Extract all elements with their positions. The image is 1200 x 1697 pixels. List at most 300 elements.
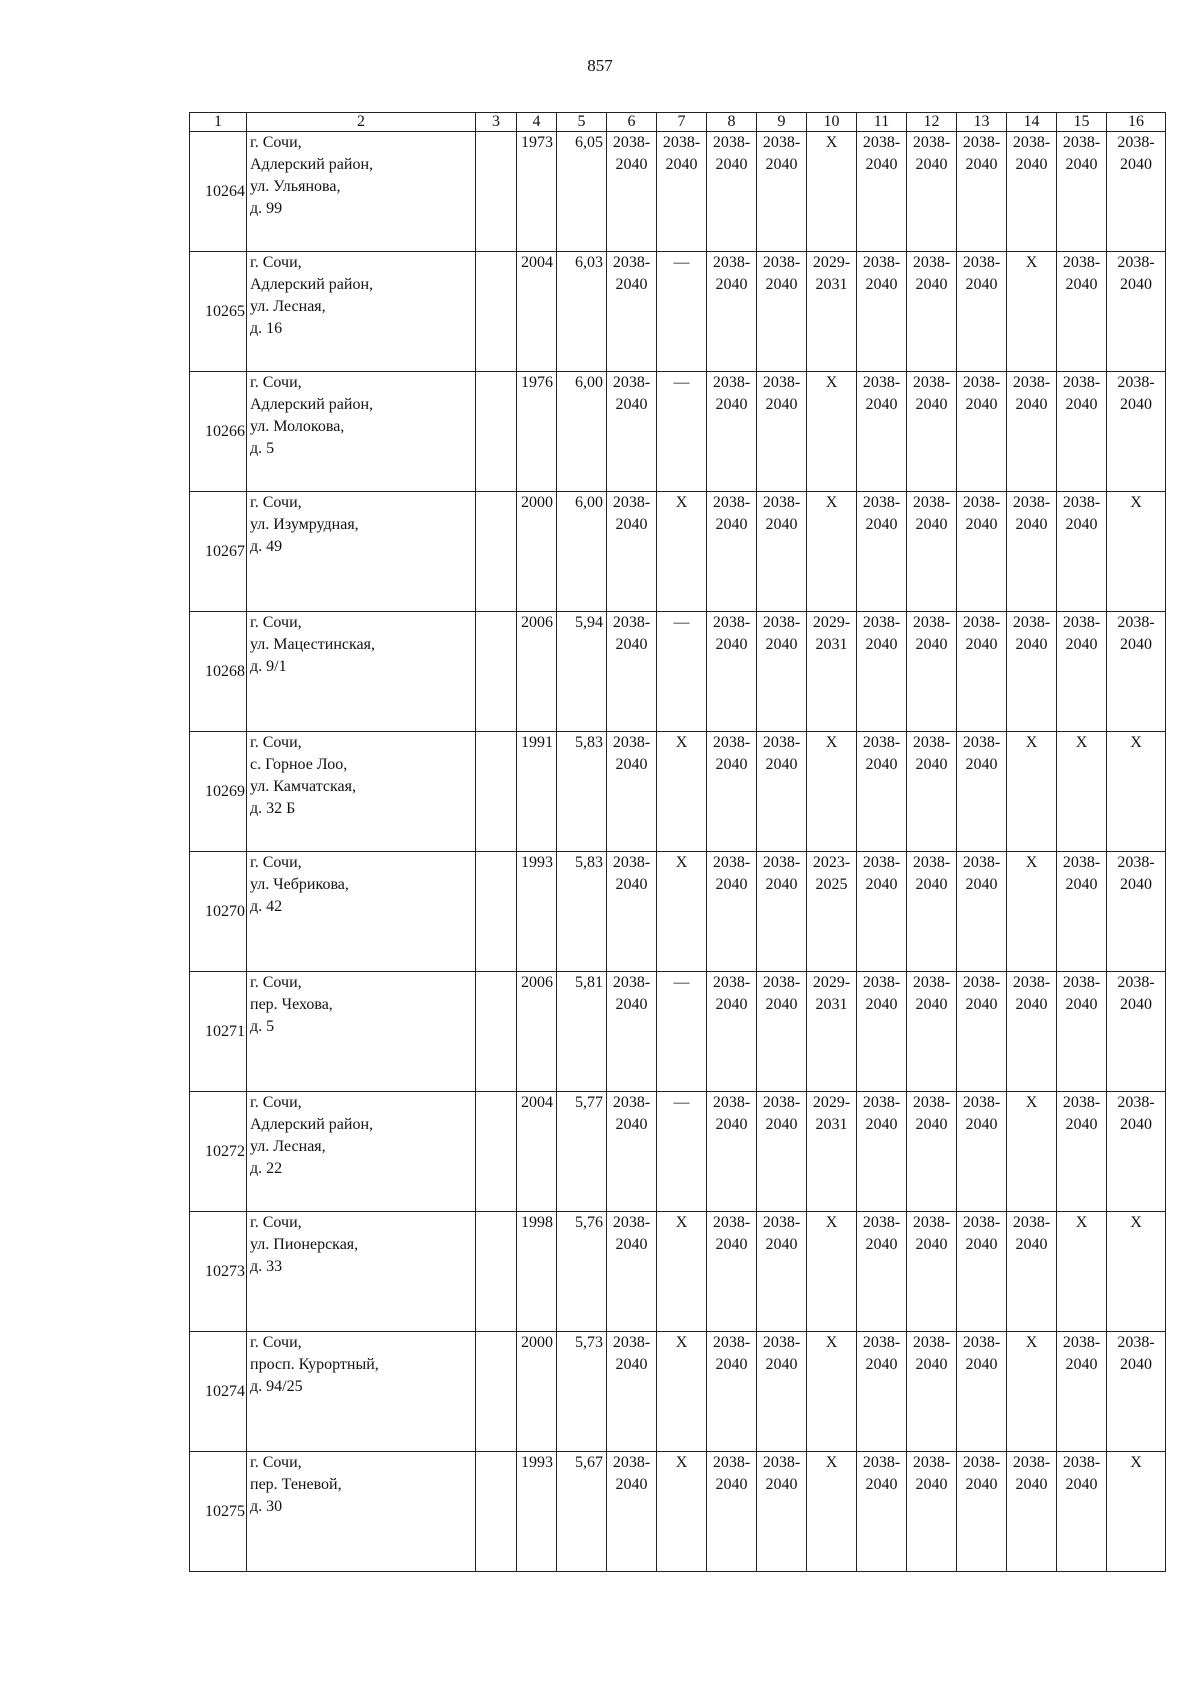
address-cell bbox=[247, 1332, 476, 1452]
period-cell bbox=[607, 1452, 657, 1572]
address-line: г. Сочи, bbox=[250, 254, 302, 271]
period-line: 2040 bbox=[865, 156, 898, 173]
period-cell bbox=[657, 732, 707, 852]
period-cell bbox=[907, 132, 957, 252]
address-cell bbox=[247, 132, 476, 252]
address-line: пер. Теневой, bbox=[250, 1476, 342, 1493]
period-cell bbox=[757, 1092, 807, 1212]
period-cell bbox=[1107, 252, 1166, 372]
period-cell bbox=[807, 252, 857, 372]
period-cell bbox=[807, 612, 857, 732]
period-line: X bbox=[1025, 1094, 1038, 1111]
period-cell bbox=[1057, 132, 1107, 252]
period-line: 2040 bbox=[1120, 396, 1152, 413]
table-body bbox=[190, 113, 1166, 1572]
period-cell bbox=[1107, 1212, 1166, 1332]
period-cell bbox=[757, 1212, 807, 1332]
period-line: 2029- bbox=[812, 254, 851, 271]
period-cell bbox=[657, 972, 707, 1092]
period-line: 2038- bbox=[762, 254, 801, 271]
period-line: 2038- bbox=[1062, 134, 1101, 151]
period-cell bbox=[1057, 1092, 1107, 1212]
period-cell bbox=[757, 1332, 807, 1452]
period-line: 2040 bbox=[1120, 1356, 1152, 1373]
period-line: 2040 bbox=[715, 516, 748, 533]
period-cell bbox=[807, 372, 857, 492]
period-line: 2040 bbox=[615, 396, 648, 413]
period-line: 2038- bbox=[862, 494, 901, 511]
period-line: X bbox=[825, 134, 838, 151]
period-cell bbox=[657, 852, 707, 972]
address-line: г. Сочи, bbox=[250, 374, 302, 391]
period-cell bbox=[1007, 372, 1057, 492]
period-line: — bbox=[673, 974, 690, 991]
period-line: 2040 bbox=[915, 1476, 948, 1493]
period-line: 2038- bbox=[862, 134, 901, 151]
period-cell bbox=[607, 852, 657, 972]
period-line: 2040 bbox=[765, 516, 798, 533]
period-line: 2031 bbox=[815, 276, 848, 293]
period-line: 2038- bbox=[712, 374, 751, 391]
period-cell bbox=[807, 1452, 857, 1572]
period-line: 2038- bbox=[962, 494, 1001, 511]
period-line: 2038- bbox=[862, 1454, 901, 1471]
period-line: 2040 bbox=[765, 396, 798, 413]
record-id: 10268 bbox=[190, 612, 247, 732]
period-cell bbox=[1107, 1092, 1166, 1212]
address-line: г. Сочи, bbox=[250, 1334, 302, 1351]
period-line: 2040 bbox=[865, 1116, 898, 1133]
period-line: 2038- bbox=[662, 134, 701, 151]
period-line: X bbox=[825, 1334, 838, 1351]
period-cell bbox=[1057, 1332, 1107, 1452]
period-line: 2040 bbox=[615, 1236, 648, 1253]
record-id: 10271 bbox=[190, 972, 247, 1092]
table-row bbox=[190, 852, 1166, 972]
period-line: 2040 bbox=[715, 156, 748, 173]
period-line: 2040 bbox=[1120, 876, 1152, 893]
register-table bbox=[189, 112, 1166, 1572]
period-line: 2038- bbox=[1012, 134, 1051, 151]
period-line: 2040 bbox=[965, 1356, 998, 1373]
period-line: 2038- bbox=[912, 134, 951, 151]
column-3-cell bbox=[476, 732, 517, 852]
period-cell bbox=[707, 732, 757, 852]
value-cell: 5,76 bbox=[557, 1212, 607, 1332]
period-line: 2038- bbox=[762, 134, 801, 151]
period-line: 2038- bbox=[962, 974, 1001, 991]
period-line: 2040 bbox=[965, 636, 998, 653]
period-line: 2038- bbox=[962, 854, 1001, 871]
period-cell bbox=[1007, 492, 1057, 612]
address-line: г. Сочи, bbox=[250, 134, 302, 151]
period-cell bbox=[1107, 612, 1166, 732]
period-line: 2038- bbox=[762, 374, 801, 391]
period-cell bbox=[807, 732, 857, 852]
column-3-cell bbox=[476, 252, 517, 372]
period-cell bbox=[907, 252, 957, 372]
address-line: г. Сочи, bbox=[250, 734, 302, 751]
period-cell bbox=[1007, 252, 1057, 372]
address-cell bbox=[247, 252, 476, 372]
period-line: 2038- bbox=[862, 374, 901, 391]
period-line: 2038- bbox=[912, 854, 951, 871]
period-line: 2038- bbox=[1117, 254, 1155, 271]
period-cell bbox=[1007, 1212, 1057, 1332]
period-line: 2038- bbox=[962, 1214, 1001, 1231]
address-line: пер. Чехова, bbox=[250, 996, 333, 1013]
period-cell bbox=[707, 1452, 757, 1572]
period-line: — bbox=[673, 1094, 690, 1111]
period-line: 2038- bbox=[1062, 254, 1101, 271]
page-number: 857 bbox=[587, 56, 613, 75]
period-cell bbox=[807, 1212, 857, 1332]
period-line: 2040 bbox=[715, 636, 748, 653]
address-line: д. 33 bbox=[250, 1258, 283, 1275]
year-cell: 1991 bbox=[517, 732, 557, 852]
period-line: 2040 bbox=[1015, 1476, 1048, 1493]
period-line: 2040 bbox=[965, 156, 998, 173]
address-cell bbox=[247, 372, 476, 492]
period-line: 2038- bbox=[612, 1094, 651, 1111]
record-id: 10273 bbox=[190, 1212, 247, 1332]
period-line: 2040 bbox=[1120, 996, 1152, 1013]
period-line: 2040 bbox=[865, 396, 898, 413]
address-cell bbox=[247, 852, 476, 972]
period-line: 2040 bbox=[915, 156, 948, 173]
period-cell bbox=[907, 1212, 957, 1332]
value-cell: 6,00 bbox=[557, 372, 607, 492]
address-line: д. 5 bbox=[250, 1018, 275, 1035]
period-line: X bbox=[675, 494, 688, 511]
period-cell bbox=[607, 132, 657, 252]
year-cell: 1973 bbox=[517, 132, 557, 252]
year-cell: 1993 bbox=[517, 1452, 557, 1572]
period-cell bbox=[807, 1332, 857, 1452]
period-cell bbox=[757, 492, 807, 612]
period-cell bbox=[607, 972, 657, 1092]
address-line: д. 94/25 bbox=[250, 1378, 303, 1395]
period-line: 2038- bbox=[612, 614, 651, 631]
period-line: 2038- bbox=[862, 614, 901, 631]
period-cell bbox=[707, 372, 757, 492]
record-id: 10270 bbox=[190, 852, 247, 972]
period-cell bbox=[807, 852, 857, 972]
period-line: X bbox=[675, 854, 688, 871]
period-line: 2040 bbox=[965, 516, 998, 533]
period-cell bbox=[607, 1332, 657, 1452]
period-line: 2040 bbox=[915, 756, 948, 773]
period-line: 2038- bbox=[762, 1214, 801, 1231]
period-cell bbox=[757, 372, 807, 492]
period-line: 2038- bbox=[862, 734, 901, 751]
period-cell bbox=[957, 1092, 1007, 1212]
period-line: 2038- bbox=[612, 254, 651, 271]
address-line: д. 16 bbox=[250, 320, 283, 337]
period-cell bbox=[1107, 132, 1166, 252]
period-cell bbox=[857, 1092, 907, 1212]
period-line: 2040 bbox=[765, 1356, 798, 1373]
period-line: 2040 bbox=[715, 276, 748, 293]
period-line: 2038- bbox=[1062, 854, 1101, 871]
period-line: X bbox=[1130, 1214, 1142, 1231]
column-3-cell bbox=[476, 1212, 517, 1332]
period-line: 2038- bbox=[912, 614, 951, 631]
table-row bbox=[190, 732, 1166, 852]
period-line: 2038- bbox=[962, 374, 1001, 391]
period-line: 2040 bbox=[615, 156, 648, 173]
period-cell bbox=[907, 732, 957, 852]
period-line: X bbox=[1025, 734, 1038, 751]
value-cell: 5,67 bbox=[557, 1452, 607, 1572]
period-line: 2038- bbox=[1012, 1454, 1051, 1471]
period-cell bbox=[1057, 1212, 1107, 1332]
period-line: 2040 bbox=[915, 996, 948, 1013]
period-cell bbox=[707, 492, 757, 612]
period-line: 2038- bbox=[962, 1454, 1001, 1471]
period-line: 2040 bbox=[765, 1476, 798, 1493]
year-cell: 1976 bbox=[517, 372, 557, 492]
address-cell bbox=[247, 492, 476, 612]
period-line: 2040 bbox=[765, 156, 798, 173]
period-cell bbox=[907, 1092, 957, 1212]
period-line: 2038- bbox=[1062, 1094, 1101, 1111]
column-3-cell bbox=[476, 1092, 517, 1212]
period-cell bbox=[1057, 732, 1107, 852]
period-line: 2038- bbox=[712, 494, 751, 511]
period-cell bbox=[957, 1332, 1007, 1452]
period-line: 2038- bbox=[962, 134, 1001, 151]
period-line: X bbox=[825, 1214, 838, 1231]
period-line: 2040 bbox=[765, 996, 798, 1013]
period-line: 2040 bbox=[965, 876, 998, 893]
period-line: 2040 bbox=[915, 1116, 948, 1133]
period-line: 2040 bbox=[615, 636, 648, 653]
period-cell bbox=[757, 612, 807, 732]
period-cell bbox=[657, 372, 707, 492]
period-line: 2038- bbox=[1062, 974, 1101, 991]
period-line: 2040 bbox=[915, 1236, 948, 1253]
period-cell bbox=[1007, 1092, 1057, 1212]
period-line: 2038- bbox=[1062, 374, 1101, 391]
period-cell bbox=[1007, 852, 1057, 972]
period-cell bbox=[857, 132, 907, 252]
period-line: 2031 bbox=[815, 996, 848, 1013]
period-cell bbox=[907, 1332, 957, 1452]
period-line: 2038- bbox=[962, 254, 1001, 271]
record-id: 10274 bbox=[190, 1332, 247, 1452]
address-line: ул. Лесная, bbox=[250, 298, 326, 315]
period-line: 2038- bbox=[912, 734, 951, 751]
column-header: 2 bbox=[247, 113, 476, 132]
period-line: 2038- bbox=[962, 734, 1001, 751]
period-line: 2038- bbox=[912, 254, 951, 271]
address-cell bbox=[247, 1212, 476, 1332]
period-line: 2038- bbox=[962, 614, 1001, 631]
period-line: 2040 bbox=[915, 1356, 948, 1373]
period-cell bbox=[757, 252, 807, 372]
period-line: 2040 bbox=[1015, 996, 1048, 1013]
period-line: X bbox=[825, 374, 838, 391]
column-3-cell bbox=[476, 372, 517, 492]
period-line: 2040 bbox=[665, 156, 698, 173]
period-cell bbox=[1057, 372, 1107, 492]
address-line: г. Сочи, bbox=[250, 854, 302, 871]
period-line: 2040 bbox=[1015, 156, 1048, 173]
period-line: 2038- bbox=[1117, 1334, 1155, 1351]
period-cell bbox=[657, 1332, 707, 1452]
period-line: 2038- bbox=[612, 734, 651, 751]
column-header: 16 bbox=[1107, 113, 1166, 132]
period-cell bbox=[957, 492, 1007, 612]
period-line: 2038- bbox=[712, 1454, 751, 1471]
period-line: 2038- bbox=[612, 374, 651, 391]
period-line: X bbox=[825, 734, 838, 751]
period-line: 2038- bbox=[712, 1334, 751, 1351]
period-cell bbox=[1107, 1452, 1166, 1572]
address-cell bbox=[247, 732, 476, 852]
period-cell bbox=[1107, 972, 1166, 1092]
period-cell bbox=[657, 1092, 707, 1212]
year-cell: 2000 bbox=[517, 492, 557, 612]
address-line: с. Горное Лоо, bbox=[250, 756, 348, 773]
period-cell bbox=[957, 132, 1007, 252]
period-line: 2038- bbox=[1012, 494, 1051, 511]
period-cell bbox=[957, 612, 1007, 732]
period-cell bbox=[857, 732, 907, 852]
period-cell bbox=[857, 1452, 907, 1572]
address-line: г. Сочи, bbox=[250, 614, 302, 631]
record-id: 10272 bbox=[190, 1092, 247, 1212]
period-line: 2040 bbox=[865, 876, 898, 893]
value-cell: 5,81 bbox=[557, 972, 607, 1092]
period-line: 2040 bbox=[615, 1476, 648, 1493]
column-header: 15 bbox=[1057, 113, 1107, 132]
table-row bbox=[190, 372, 1166, 492]
period-cell bbox=[757, 732, 807, 852]
period-line: 2040 bbox=[1120, 636, 1152, 653]
period-line: X bbox=[675, 1454, 688, 1471]
period-cell bbox=[1007, 1452, 1057, 1572]
column-3-cell bbox=[476, 1452, 517, 1572]
period-line: 2038- bbox=[612, 134, 651, 151]
period-cell bbox=[607, 1212, 657, 1332]
period-cell bbox=[1057, 492, 1107, 612]
period-line: 2040 bbox=[1065, 276, 1098, 293]
period-line: 2040 bbox=[1120, 276, 1152, 293]
period-cell bbox=[907, 492, 957, 612]
address-line: д. 32 Б bbox=[250, 800, 296, 817]
period-line: 2038- bbox=[1062, 494, 1101, 511]
table-row bbox=[190, 1452, 1166, 1572]
column-header: 4 bbox=[517, 113, 557, 132]
period-cell bbox=[857, 1332, 907, 1452]
period-line: 2040 bbox=[915, 876, 948, 893]
period-line: 2029- bbox=[812, 974, 851, 991]
address-line: Адлерский район, bbox=[250, 1116, 374, 1133]
period-cell bbox=[1107, 852, 1166, 972]
address-line: ул. Изумрудная, bbox=[250, 516, 359, 533]
period-line: 2038- bbox=[1062, 614, 1101, 631]
period-line: 2038- bbox=[612, 854, 651, 871]
address-line: д. 99 bbox=[250, 200, 283, 217]
period-line: 2040 bbox=[715, 396, 748, 413]
period-cell bbox=[707, 132, 757, 252]
period-line: 2038- bbox=[612, 494, 651, 511]
period-line: 2040 bbox=[615, 276, 648, 293]
period-line: X bbox=[1075, 734, 1088, 751]
record-id: 10267 bbox=[190, 492, 247, 612]
period-line: 2040 bbox=[965, 1476, 998, 1493]
column-header: 13 bbox=[957, 113, 1007, 132]
period-line: 2038- bbox=[912, 1454, 951, 1471]
period-line: 2040 bbox=[715, 996, 748, 1013]
value-cell: 5,83 bbox=[557, 732, 607, 852]
period-line: 2038- bbox=[1062, 1334, 1101, 1351]
period-line: 2038- bbox=[1117, 374, 1155, 391]
period-line: X bbox=[1025, 1334, 1038, 1351]
period-line: 2040 bbox=[1065, 396, 1098, 413]
period-line: 2040 bbox=[915, 636, 948, 653]
period-cell bbox=[757, 132, 807, 252]
column-header: 7 bbox=[657, 113, 707, 132]
period-line: 2025 bbox=[815, 876, 848, 893]
value-cell: 6,05 bbox=[557, 132, 607, 252]
period-line: 2040 bbox=[965, 1116, 998, 1133]
period-line: 2040 bbox=[765, 756, 798, 773]
period-cell bbox=[1007, 732, 1057, 852]
period-line: 2040 bbox=[765, 636, 798, 653]
period-cell bbox=[1107, 1332, 1166, 1452]
period-line: 2040 bbox=[615, 996, 648, 1013]
period-cell bbox=[607, 612, 657, 732]
period-line: 2038- bbox=[712, 974, 751, 991]
period-line: 2038- bbox=[862, 854, 901, 871]
address-line: ул. Ульянова, bbox=[250, 178, 341, 195]
period-cell bbox=[1107, 372, 1166, 492]
address-line: ул. Мацестинская, bbox=[250, 636, 375, 653]
period-line: 2038- bbox=[762, 974, 801, 991]
period-line: 2038- bbox=[862, 1094, 901, 1111]
value-cell: 5,94 bbox=[557, 612, 607, 732]
column-header: 9 bbox=[757, 113, 807, 132]
period-line: 2040 bbox=[865, 516, 898, 533]
period-line: 2040 bbox=[865, 1356, 898, 1373]
column-3-cell bbox=[476, 492, 517, 612]
period-cell bbox=[857, 372, 907, 492]
period-line: 2029- bbox=[812, 614, 851, 631]
period-cell bbox=[657, 1212, 707, 1332]
period-line: — bbox=[673, 254, 690, 271]
address-line: ул. Молокова, bbox=[250, 418, 345, 435]
period-cell bbox=[757, 972, 807, 1092]
period-cell bbox=[1057, 852, 1107, 972]
period-line: 2038- bbox=[862, 254, 901, 271]
address-line: Адлерский район, bbox=[250, 156, 374, 173]
period-line: 2040 bbox=[615, 756, 648, 773]
period-line: 2040 bbox=[1065, 1356, 1098, 1373]
period-line: 2040 bbox=[715, 756, 748, 773]
period-cell bbox=[1057, 612, 1107, 732]
period-cell bbox=[707, 972, 757, 1092]
year-cell: 2004 bbox=[517, 252, 557, 372]
period-cell bbox=[1007, 972, 1057, 1092]
period-line: 2040 bbox=[765, 1236, 798, 1253]
period-cell bbox=[707, 252, 757, 372]
column-header: 8 bbox=[707, 113, 757, 132]
period-line: 2038- bbox=[1117, 854, 1155, 871]
period-line: 2038- bbox=[762, 1454, 801, 1471]
